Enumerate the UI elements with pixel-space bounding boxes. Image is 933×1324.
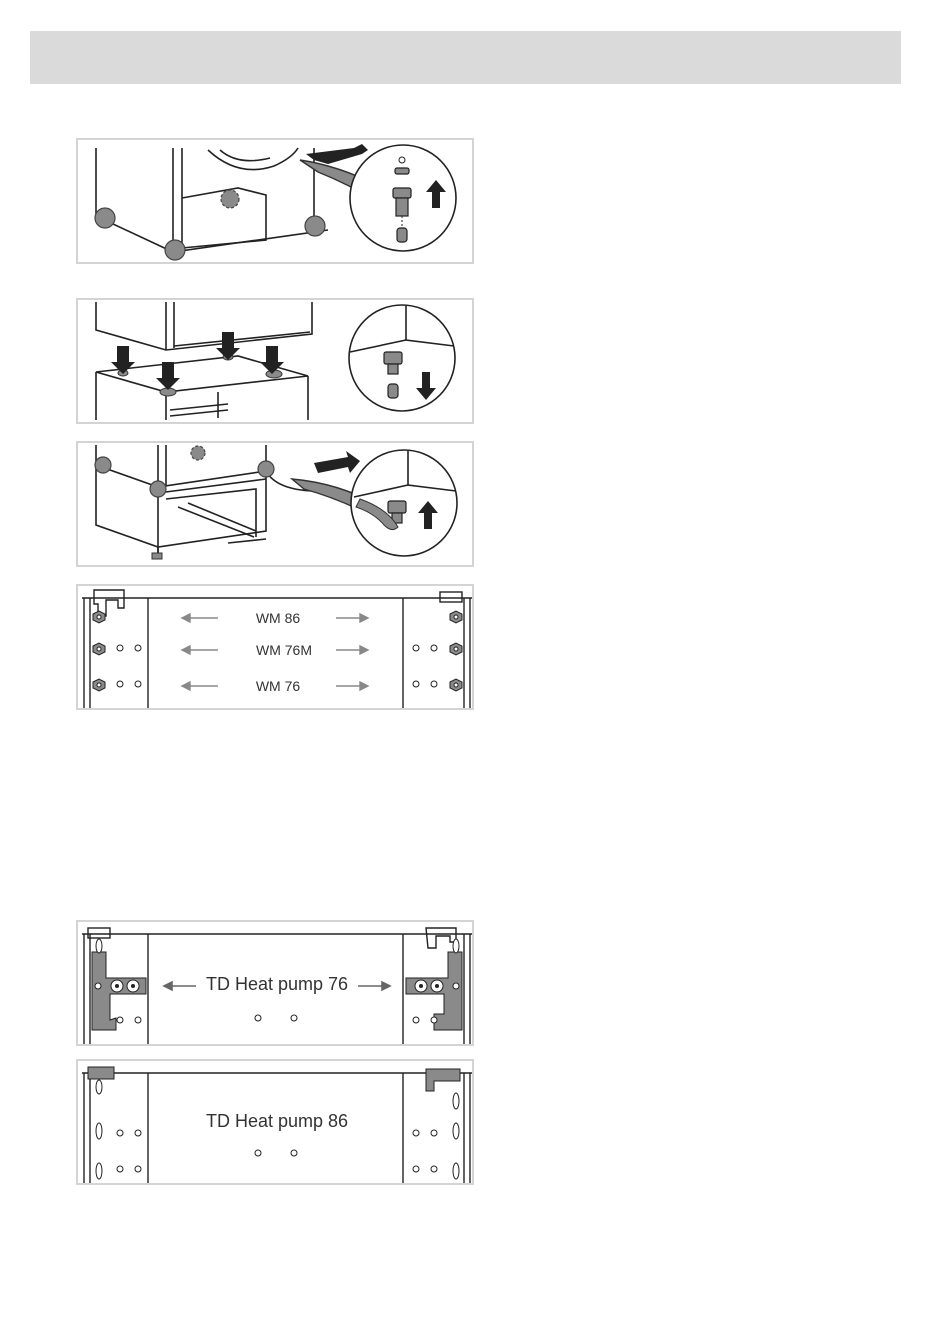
figure-td-heat-pump-76 (76, 920, 474, 1046)
wm-76m-label: WM 76M (256, 642, 312, 658)
figure-tighten-feet (76, 441, 474, 567)
wm-86-label: WM 86 (255, 610, 301, 626)
figure-place-on-pedestal (76, 298, 474, 424)
illustration-place-on-pedestal (78, 300, 474, 424)
td-heat-pump-76-label: TD Heat pump 76 (205, 974, 349, 994)
figure-remove-feet (76, 138, 474, 264)
figure-td-heat-pump-86 (76, 1059, 474, 1185)
wm-76-label: WM 76 (255, 678, 301, 694)
figure-wm-bracket-positions (76, 584, 474, 710)
illustration-tighten-feet (78, 443, 474, 567)
td-heat-pump-86-label: TD Heat pump 86 (205, 1111, 349, 1131)
illustration-remove-feet (78, 140, 474, 264)
header-bar (30, 31, 901, 84)
